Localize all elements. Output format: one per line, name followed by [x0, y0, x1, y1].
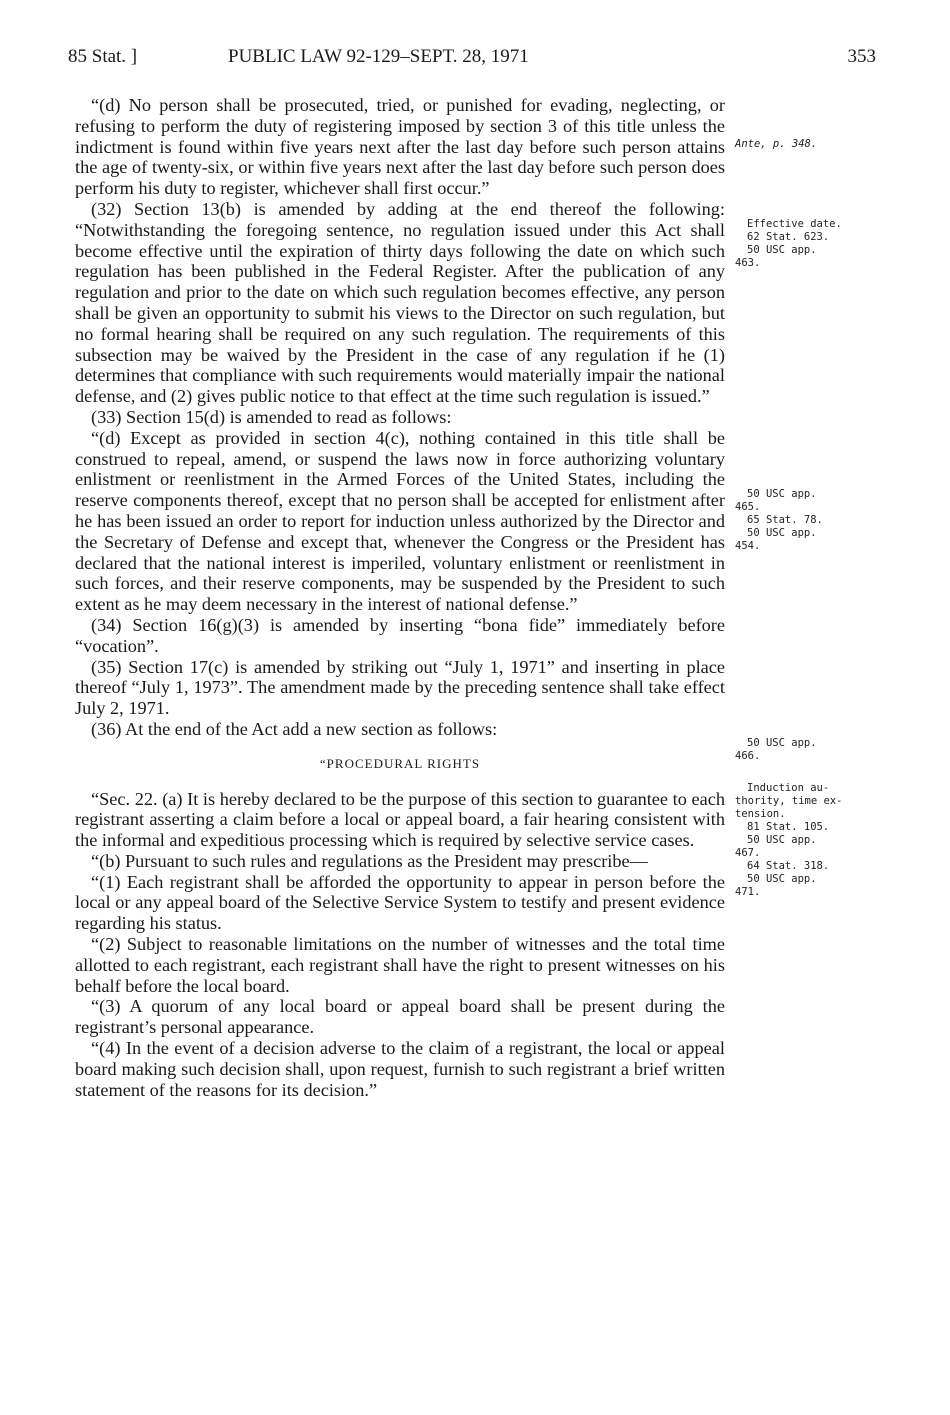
section-heading: “PROCEDURAL RIGHTS — [319, 755, 481, 771]
margin-note-line: 62 Stat. 623. — [747, 231, 830, 243]
margin-note-sec466 — [735, 737, 865, 763]
paragraph-35: (35) Section 17(c) is amended by striking out “July 1, 1971” and inserting in place thereof “July 1, 1973”. The amendment made by the preceding sentence shall take effect July 2, 1971. — [75, 656, 725, 719]
margin-note-line: 65 Stat. 78. — [747, 514, 823, 526]
margin-note-line: 467. — [735, 847, 761, 859]
margin-note-line: 50 USC app. — [747, 527, 817, 539]
paragraph-34: (34) Section 16(g)(3) is amended by inserting “bona fide” immediately before “vocation”. — [75, 614, 725, 656]
paragraph-33: (33) Section 15(d) is amended to read as follows: — [91, 406, 452, 427]
margin-note-line: Effective date. — [747, 218, 842, 230]
paragraph-sec22b4: “(4) In the event of a decision adverse to the claim of a registrant, the local or appeal board making such decision shall, upon request, furnish to such registrant a brief written statement of the reasons for its decision.” — [75, 1038, 725, 1100]
main-text — [75, 95, 725, 1100]
margin-note-line: 454. — [735, 540, 761, 552]
margin-note-line: 471. — [735, 886, 761, 898]
paragraph-36: (36) At the end of the Act add a new section as follows: — [91, 718, 498, 739]
margin-note-line: 81 Stat. 105. — [747, 821, 830, 833]
paragraph-sec22b3: “(3) A quorum of any local board or appeal board shall be present during the registrant’s personal appearance. — [75, 996, 725, 1038]
margin-note-line: 50 USC app. — [747, 737, 817, 749]
margin-note-line: tension. — [735, 808, 786, 820]
page-number: 353 — [847, 46, 876, 67]
margin-note-ante — [735, 138, 865, 151]
paragraph-sec22a: “Sec. 22. (a) It is hereby declared to be the purpose of this section to guarantee to each registrant asserting a claim before a local or appeal board, a fair hearing consistent with the informal and expeditious processing which is required by selective service cases. — [75, 788, 725, 851]
margin-note-line: thority, time ex- — [735, 795, 843, 807]
margin-note-line: 50 USC app. — [747, 488, 817, 500]
paragraph-sec22b: “(b) Pursuant to such rules and regulations as the President may prescribe— — [91, 850, 648, 871]
margin-note-line: 463. — [735, 257, 761, 269]
statute-volume: 85 Stat. ] — [68, 46, 138, 67]
paragraph-32: (32) Section 13(b) is amended by adding at the end thereof the following: “Notwithstanding the foregoing sentence, no regulation issued under this Act shall become effective until the expiration of thirty days following the date on which such regulation has been published in the Federal Register. After the publication of any regulation and prior to the date on which such regulation becomes effective, any person shall be given an opportunity to submit his views to the Director on such regulation, but no formal hearing shall be required on any such regulation. The requirements of this subsection may be waived by the President in the case of any regulation if he (1) determines that compliance with such requirements would materially impair the national defense, and (2) gives public notice to that effect at the time such regulation is issued.” — [75, 198, 725, 407]
paragraph-sec22b1: “(1) Each registrant shall be afforded the opportunity to appear in person before the local or any appeal board of the Selective Service System to testify and present evidence regarding his status. — [75, 871, 725, 934]
margin-note-sec465 — [735, 488, 865, 553]
paragraph-sec22b2: “(2) Subject to reasonable limitations on the number of witnesses and the total time allotted to each registrant, each registrant shall have the right to present witnesses on his behalf before the local board. — [75, 934, 725, 996]
margin-note-line: 465. — [735, 501, 761, 513]
page-header — [68, 46, 876, 76]
header-title: PUBLIC LAW 92-129–SEPT. 28, 1971 — [228, 46, 529, 67]
margin-note-line: Induction au- — [747, 782, 830, 794]
margin-note-line: 50 USC app. — [747, 873, 817, 885]
margin-note-line: 50 USC app. — [747, 834, 817, 846]
margin-note-line: 466. — [735, 750, 761, 762]
margin-note-effective-date — [735, 218, 865, 270]
margin-note-induction — [735, 782, 865, 899]
margin-note-line: Ante, p. 348. — [735, 138, 818, 150]
margin-note-line: 64 Stat. 318. — [747, 860, 830, 872]
margin-note-line: 50 USC app. — [747, 244, 817, 256]
paragraph-33d: “(d) Except as provided in section 4(c), nothing contained in this title shall be construed to repeal, amend, or suspend the laws now in force authorizing voluntary enlistment or reenlistment in the Armed Forces of the United States, including the reserve components thereof, except that no person shall be accepted for enlistment after he has been issued an order to report for induction unless authorized by the Director and the Secretary of Defense and except that, whenever the Congress or the President has declared that the national interest is imperiled, voluntary enlistment or reenlistment in such forces, and their reserve components, may be suspended by the President to such extent as he may deem necessary in the interest of national defense.” — [75, 427, 725, 615]
paragraph-31d: “(d) No person shall be prosecuted, tried, or punished for evading, neglecting, or refusing to perform the duty of registering imposed by section 3 of this title unless the indictment is found within five years next after the last day before such person attains the age of twenty-six, or within five years next after the last day before such person does perform his duty to register, whichever shall first occur.” — [75, 95, 725, 199]
